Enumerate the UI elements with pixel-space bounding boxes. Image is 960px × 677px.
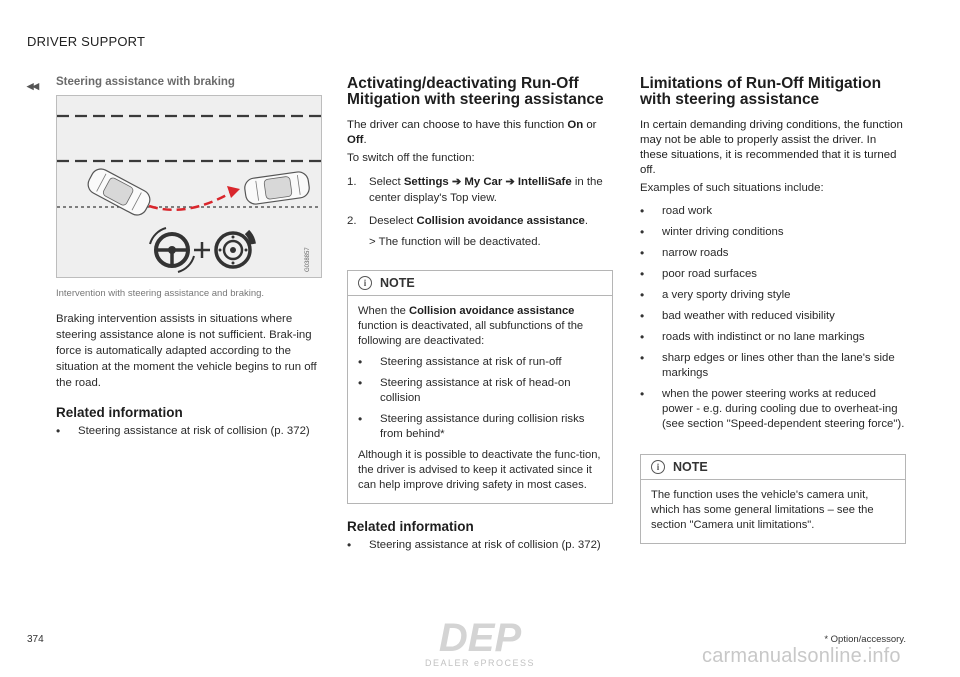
list-item: • winter driving conditions: [640, 225, 906, 240]
note-text: When the Collision avoidance assistance function is deactivated, all subfunctions of the following are deactivated:: [358, 305, 584, 347]
section-title-activating: Activating/deactivating Run-Off Mitigation with steering assistance: [347, 75, 604, 108]
running-header: DRIVER SUPPORT: [27, 34, 146, 49]
section-heading-steering-braking: Steering assistance with braking: [56, 76, 235, 88]
related-list: [56, 424, 322, 439]
list-item: • sharp edges or lines other than the lane's side markings: [640, 351, 906, 381]
step-1: 1. Select Settings ➔ My Car ➔ IntelliSafe in the center display's Top view.: [347, 176, 603, 204]
info-icon: i: [358, 276, 372, 290]
list-item: • bad weather with reduced visibility: [640, 309, 906, 324]
footnote: * Option/accessory.: [824, 634, 906, 645]
arrow-right-icon: ➔: [451, 176, 462, 188]
related-information-heading: Related information: [56, 405, 183, 420]
figure-code: G038857: [305, 247, 311, 272]
note-text: The function uses the vehicle's camera unit, which has some general limitations – see the section "Camera unit limitations".: [651, 489, 874, 531]
note-box: [347, 270, 613, 504]
list-item: • a very sporty driving style: [640, 288, 906, 303]
figure-caption: Intervention with steering assistance and braking.: [56, 288, 265, 299]
note-label: NOTE: [380, 276, 415, 290]
info-icon: i: [651, 460, 665, 474]
site-watermark: carmanualsonline.info: [702, 645, 901, 667]
lead-text: In certain demanding driving conditions, the function may not be able to properly assist the driver. In these situations, it is recommended that it is turned off.: [640, 119, 903, 176]
column-steering-braking: [56, 76, 322, 445]
related-information-heading: Related information: [347, 519, 474, 534]
related-link[interactable]: • Steering assistance at risk of collision (p. 372): [56, 424, 322, 439]
step-2: 2. Deselect Collision avoidance assistance.: [347, 215, 589, 227]
svg-text:DEP: DEP: [438, 616, 522, 660]
list-item: • road work: [640, 204, 906, 219]
examples-intro: Examples of such situations include:: [640, 182, 824, 194]
continuation-marker: ◂◂: [27, 78, 39, 93]
arrow-right-icon: ➔: [505, 176, 515, 188]
illustration-steering-braking: [56, 95, 322, 278]
list-item: • when the power steering works at reduced power - e.g. during cooling due to overheat-ing (see section "Speed-dependent steering force").: [640, 387, 906, 432]
list-item: • narrow roads: [640, 246, 906, 261]
list-item: • Steering assistance at risk of run-off: [358, 355, 602, 370]
dealer-eprocess-logo: [390, 615, 570, 670]
related-list: [347, 538, 613, 553]
svg-text:DEALER ePROCESS: DEALER ePROCESS: [424, 658, 536, 668]
steps-list: [347, 174, 613, 229]
list-item: • Steering assistance during collision risks from behind*: [358, 412, 602, 442]
lead-text: The driver can choose to have this function On or Off.: [347, 119, 597, 146]
road-illustration: [57, 96, 321, 277]
section-title-limitations: Limitations of Run-Off Mitigation with steering assistance: [640, 75, 882, 108]
step-result: > The function will be deactivated.: [369, 236, 541, 248]
column-activating: [347, 76, 613, 559]
page-number: 374: [27, 634, 44, 645]
column-limitations: [640, 76, 906, 544]
list-item: • Steering assistance at risk of head-on collision: [358, 376, 602, 406]
note-list: [358, 355, 602, 442]
related-link[interactable]: • Steering assistance at risk of collision (p. 372): [347, 538, 613, 553]
note-label: NOTE: [673, 460, 708, 474]
list-item: • poor road surfaces: [640, 267, 906, 282]
body-text: Braking intervention assists in situations where steering assistance alone is not sufficient. Brak-ing force is automatically adapted according to the situation at the moment the vehicle begins to run off the road.: [56, 313, 317, 389]
list-item: • roads with indistinct or no lane markings: [640, 330, 906, 345]
examples-list: [640, 204, 906, 432]
note-footer-text: Although it is possible to deactivate the func-tion, the driver is advised to keep it activated since it can help improve driving safety in most cases.: [358, 449, 601, 491]
switch-off-text: To switch off the function:: [347, 152, 475, 164]
note-box: [640, 454, 906, 544]
